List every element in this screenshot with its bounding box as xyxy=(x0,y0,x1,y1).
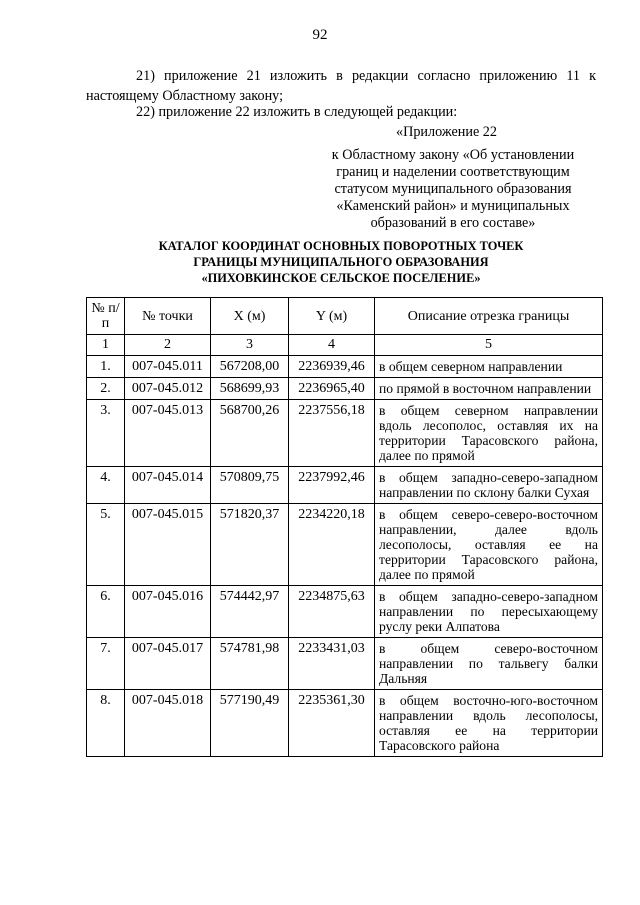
row-number: 4. xyxy=(87,467,125,504)
row-number: 6. xyxy=(87,586,125,638)
row-number: 2. xyxy=(87,378,125,400)
appendix-desc-line: границ и наделении соответствующим xyxy=(336,164,570,180)
table-header-row xyxy=(87,298,603,335)
point-number: 007-045.011 xyxy=(125,356,211,378)
page-number: 92 xyxy=(312,27,328,43)
paragraph-21: 21) приложение 21 изложить в редакции согласно приложению 11 к настоящему Областному закону; xyxy=(86,68,596,104)
y-coordinate: 2236965,40 xyxy=(289,378,375,400)
segment-description: в общем западно-северо-западном направлении по пересыхающему руслу реки Алпатова xyxy=(375,586,603,638)
table-row xyxy=(87,638,603,690)
x-coordinate: 568699,93 xyxy=(211,378,289,400)
appendix-desc-line: к Областному закону «Об установлении xyxy=(331,147,575,163)
header-description: Описание отрезка границы xyxy=(375,298,603,335)
row-number: 1. xyxy=(87,356,125,378)
column-number: 1 xyxy=(87,335,125,356)
table-row xyxy=(87,467,603,504)
y-coordinate: 2237556,18 xyxy=(289,400,375,467)
point-number: 007-045.017 xyxy=(125,638,211,690)
row-number: 3. xyxy=(87,400,125,467)
catalog-title-line: КАТАЛОГ КООРДИНАТ ОСНОВНЫХ ПОВОРОТНЫХ ТОЧЕК xyxy=(158,239,524,253)
table-row xyxy=(87,586,603,638)
appendix-desc-line: образований в его составе» xyxy=(370,215,536,231)
column-number: 2 xyxy=(125,335,211,356)
appendix-desc-line: статусом муниципального образования xyxy=(334,181,572,197)
x-coordinate: 568700,26 xyxy=(211,400,289,467)
y-coordinate: 2237992,46 xyxy=(289,467,375,504)
row-number: 8. xyxy=(87,690,125,757)
x-coordinate: 574442,97 xyxy=(211,586,289,638)
header-point-number: № точки xyxy=(125,298,211,335)
appendix-desc-line: «Каменский район» и муниципальных xyxy=(336,198,570,214)
point-number: 007-045.016 xyxy=(125,586,211,638)
point-number: 007-045.015 xyxy=(125,504,211,586)
segment-description: в общем северо-восточном направлении по тальвегу балки Дальняя xyxy=(375,638,603,690)
appendix-description xyxy=(312,147,594,232)
segment-description: по прямой в восточном направлении xyxy=(375,378,603,400)
point-number: 007-045.013 xyxy=(125,400,211,467)
x-coordinate: 574781,98 xyxy=(211,638,289,690)
segment-description: в общем восточно-юго-восточном направлении вдоль лесополосы, оставляя ее на территории Тарасовского района xyxy=(375,690,603,757)
column-number-row xyxy=(87,335,603,356)
appendix-title: «Приложение 22 xyxy=(396,124,497,140)
paragraph-22: 22) приложение 22 изложить в следующей редакции: xyxy=(136,104,458,120)
point-number: 007-045.014 xyxy=(125,467,211,504)
coordinates-table xyxy=(86,297,603,757)
y-coordinate: 2236939,46 xyxy=(289,356,375,378)
catalog-title-line: ГРАНИЦЫ МУНИЦИПАЛЬНОГО ОБРАЗОВАНИЯ xyxy=(193,255,489,269)
x-coordinate: 577190,49 xyxy=(211,690,289,757)
row-number: 7. xyxy=(87,638,125,690)
y-coordinate: 2234875,63 xyxy=(289,586,375,638)
header-y: Y (м) xyxy=(289,298,375,335)
header-row-number: № п/п xyxy=(87,298,125,335)
table-row xyxy=(87,504,603,586)
table-row xyxy=(87,356,603,378)
x-coordinate: 567208,00 xyxy=(211,356,289,378)
x-coordinate: 570809,75 xyxy=(211,467,289,504)
catalog-title-line: «ПИХОВКИНСКОЕ СЕЛЬСКОЕ ПОСЕЛЕНИЕ» xyxy=(201,271,481,285)
point-number: 007-045.018 xyxy=(125,690,211,757)
table-row xyxy=(87,690,603,757)
segment-description: в общем северном направлении xyxy=(375,356,603,378)
header-x: X (м) xyxy=(211,298,289,335)
column-number: 4 xyxy=(289,335,375,356)
x-coordinate: 571820,37 xyxy=(211,504,289,586)
column-number: 3 xyxy=(211,335,289,356)
y-coordinate: 2233431,03 xyxy=(289,638,375,690)
y-coordinate: 2234220,18 xyxy=(289,504,375,586)
column-number: 5 xyxy=(375,335,603,356)
y-coordinate: 2235361,30 xyxy=(289,690,375,757)
point-number: 007-045.012 xyxy=(125,378,211,400)
segment-description: в общем северном направлении вдоль лесополос, оставляя их на территории Тарасовского района, далее по прямой xyxy=(375,400,603,467)
segment-description: в общем северо-северо-восточном направлении, далее вдоль лесополосы, оставляя ее на территории Тарасовского района, далее по прямой xyxy=(375,504,603,586)
segment-description: в общем западно-северо-западном направлении по склону балки Сухая xyxy=(375,467,603,504)
row-number: 5. xyxy=(87,504,125,586)
table-row xyxy=(87,378,603,400)
table-row xyxy=(87,400,603,467)
catalog-title xyxy=(86,238,596,286)
